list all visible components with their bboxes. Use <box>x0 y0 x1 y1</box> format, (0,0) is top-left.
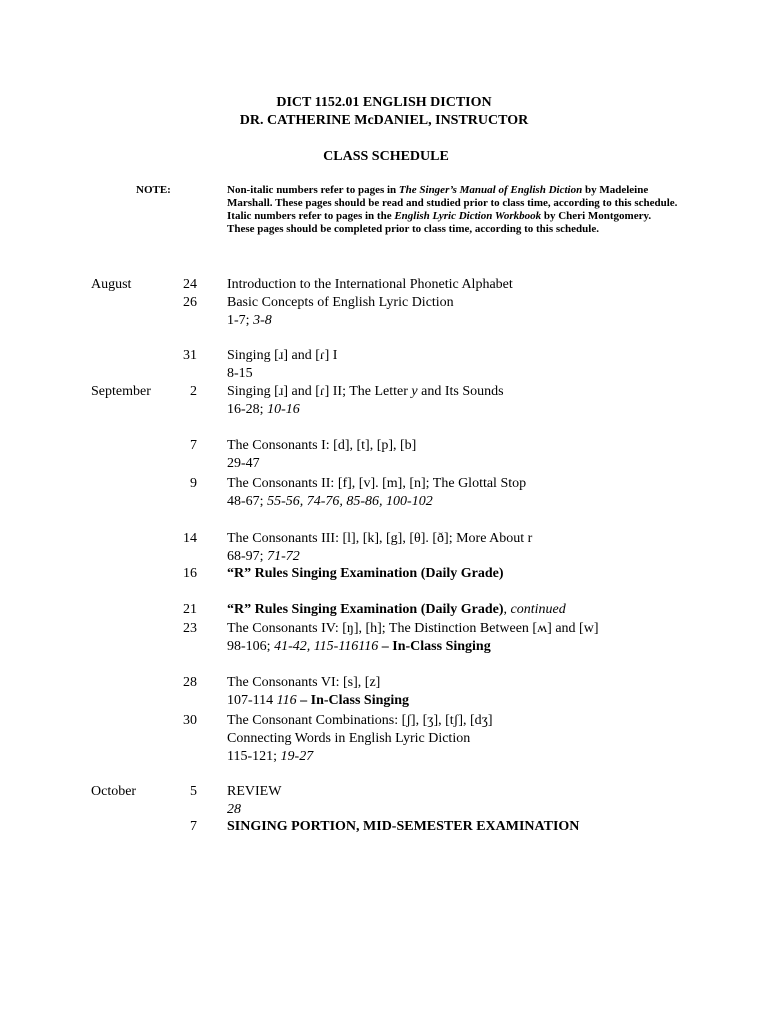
description-segment: 41-42, 115-116116 <box>274 639 379 654</box>
description-segment: 107-114 <box>227 693 277 708</box>
schedule-day: 23 <box>183 621 197 636</box>
description-segment: 116 <box>276 693 297 708</box>
description-segment: 71-72 <box>267 549 300 564</box>
description-line <box>227 601 727 619</box>
description-segment: 3-8 <box>253 313 272 328</box>
schedule-day: 30 <box>183 713 197 728</box>
description-line <box>227 365 727 383</box>
description-line <box>227 620 727 638</box>
schedule-day: 28 <box>183 675 197 690</box>
description-line <box>227 674 727 692</box>
schedule-day: 2 <box>190 384 197 399</box>
description-line <box>227 401 727 419</box>
schedule-day: 9 <box>190 476 197 491</box>
schedule-description <box>227 276 727 294</box>
description-segment: 1-7; <box>227 313 254 328</box>
description-segment: Singing [ɹ] and [ɾ] II; The Letter <box>227 384 412 399</box>
description-segment: Connecting Words in English Lyric Diction <box>227 731 471 746</box>
schedule-title: CLASS SCHEDULE <box>323 149 449 164</box>
note-segment: by Cheri Montgomery. These pages should be completed prior to class time, according to this schedule. <box>227 210 652 235</box>
description-line <box>227 312 727 330</box>
description-line <box>227 347 727 365</box>
description-segment: y <box>411 384 418 399</box>
description-line <box>227 818 727 836</box>
description-line <box>227 455 727 473</box>
description-segment: 19-27 <box>280 749 314 764</box>
description-segment: 68-97; <box>227 549 268 564</box>
description-segment: continued <box>510 602 566 617</box>
schedule-day: 16 <box>183 566 197 581</box>
description-segment: The Consonants III: [l], [k], [g], [θ]. [ð]; More About r <box>227 531 533 546</box>
description-line <box>227 530 727 548</box>
description-segment: , <box>503 602 511 617</box>
description-segment: The Consonants VI: [s], [z] <box>227 675 381 690</box>
schedule-description <box>227 674 727 710</box>
schedule-month: August <box>91 277 132 292</box>
description-segment: “R” Rules Singing Examination (Daily Grade) <box>227 602 504 617</box>
description-segment: The Consonant Combinations: [ʃ], [ʒ], [tʃ], [dʒ] <box>227 713 493 728</box>
description-segment: 29-47 <box>227 456 260 471</box>
schedule-description <box>227 530 727 566</box>
schedule-description <box>227 475 727 511</box>
description-segment: 115-121; <box>227 749 281 764</box>
description-segment: The Consonants I: [d], [t], [p], [b] <box>227 438 417 453</box>
description-line <box>227 801 727 819</box>
schedule-description <box>227 601 727 619</box>
schedule-day: 14 <box>183 531 197 546</box>
schedule-description <box>227 712 727 766</box>
description-segment: Basic Concepts of English Lyric Diction <box>227 295 454 310</box>
schedule-day: 26 <box>183 295 197 310</box>
description-line <box>227 493 727 511</box>
description-segment: REVIEW <box>227 784 282 799</box>
description-line <box>227 565 727 583</box>
description-line <box>227 783 727 801</box>
schedule-day: 7 <box>190 438 197 453</box>
schedule-description <box>227 437 727 473</box>
description-line <box>227 294 727 312</box>
description-segment: The Consonants II: [f], [v]. [m], [n]; The Glottal Stop <box>227 476 527 491</box>
schedule-day: 31 <box>183 348 197 363</box>
description-line <box>227 730 727 748</box>
description-segment: “R” Rules Singing Examination (Daily Grade) <box>227 566 504 581</box>
description-segment: Singing [ɹ] and [ɾ] I <box>227 348 338 363</box>
schedule-description <box>227 818 727 836</box>
description-line <box>227 475 727 493</box>
note-segment: English Lyric Diction Workbook <box>394 210 542 222</box>
course-title: DICT 1152.01 ENGLISH DICTION <box>276 95 492 110</box>
description-segment: 48-67; <box>227 494 268 509</box>
description-line <box>227 692 727 710</box>
instructor-line: DR. CATHERINE McDANIEL, INSTRUCTOR <box>239 113 529 128</box>
description-line <box>227 276 727 294</box>
description-segment: and Its Sounds <box>417 384 504 399</box>
schedule-description <box>227 565 727 583</box>
note-segment: The Singer’s Manual of English Diction <box>398 184 583 196</box>
schedule-description <box>227 347 727 383</box>
schedule-month: September <box>91 384 151 399</box>
schedule-day: 21 <box>183 602 197 617</box>
description-segment: 55-56, 74-76, 85-86, 100-102 <box>267 494 433 509</box>
description-segment: 16-28; <box>227 402 268 417</box>
schedule-description <box>227 620 727 656</box>
description-segment: – In-Class Singing <box>378 639 491 654</box>
description-line <box>227 383 727 401</box>
description-segment: 98-106; <box>227 639 275 654</box>
description-line <box>227 748 727 766</box>
schedule-description <box>227 783 727 819</box>
schedule-day: 24 <box>183 277 197 292</box>
schedule-description <box>227 383 727 419</box>
note-segment: by Madeleine Marshall. These pages should be read and studied prior to class time, according to this schedule. Italic numbers refer to pages in the <box>227 184 678 222</box>
note-text <box>227 184 679 236</box>
schedule-day: 7 <box>190 819 197 834</box>
schedule-month: October <box>91 784 137 799</box>
description-line <box>227 437 727 455</box>
description-line <box>227 712 727 730</box>
note-segment: Non-italic numbers refer to pages in <box>227 184 399 196</box>
description-line <box>227 638 727 656</box>
note-label: NOTE: <box>136 184 171 196</box>
description-line <box>227 548 727 566</box>
schedule-day: 5 <box>190 784 197 799</box>
description-segment: – In-Class Singing <box>296 693 410 708</box>
description-segment: 28 <box>227 802 241 817</box>
description-segment: The Consonants IV: [ŋ], [h]; The Distinction Between [ʍ] and [w] <box>227 621 599 636</box>
description-segment: 10-16 <box>267 402 300 417</box>
description-segment: Introduction to the International Phonetic Alphabet <box>227 277 513 292</box>
description-segment: 8-15 <box>227 366 253 381</box>
schedule-description <box>227 294 727 330</box>
description-segment: SINGING PORTION, MID-SEMESTER EXAMINATION <box>227 819 580 834</box>
